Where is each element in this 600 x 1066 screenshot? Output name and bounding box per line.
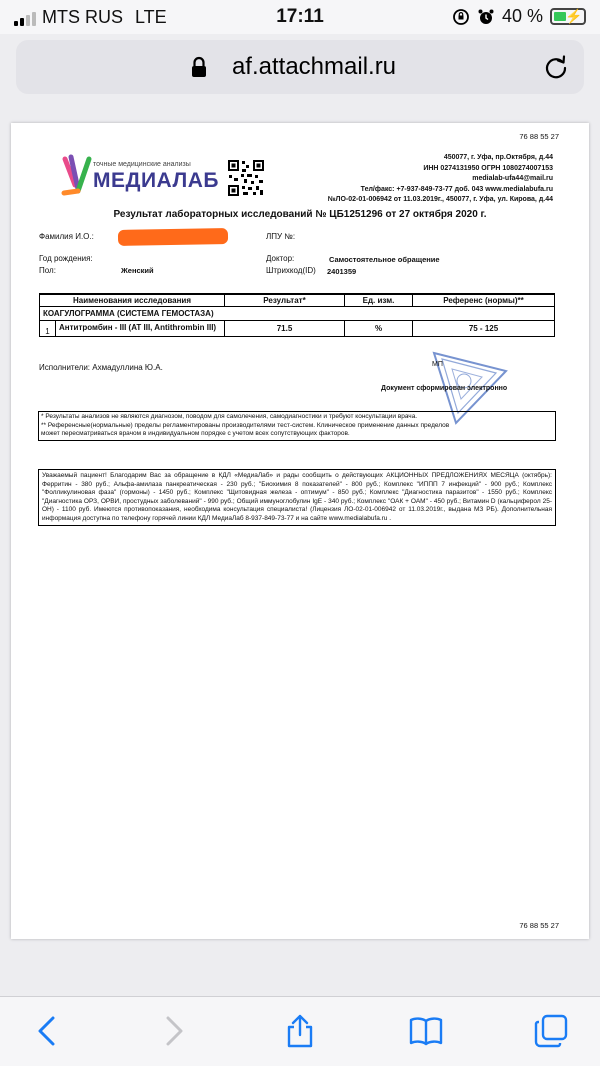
back-icon[interactable] bbox=[30, 1013, 66, 1049]
address-line: 450077, г. Уфа, пр.Октября, д.44 bbox=[443, 154, 553, 161]
table-row bbox=[40, 321, 555, 337]
name-label: Фамилия И.О.: bbox=[39, 232, 94, 241]
row-number: 1 bbox=[40, 321, 56, 336]
barcode-value: 2401359 bbox=[327, 267, 357, 276]
network-type: LTE bbox=[135, 7, 167, 27]
carrier-name: MTS RUS bbox=[42, 7, 123, 27]
browser-toolbar bbox=[0, 996, 600, 1066]
birth-year-label: Год рождения: bbox=[39, 254, 93, 263]
test-unit: % bbox=[345, 321, 413, 337]
logo-name: МЕДИАЛАБ bbox=[93, 169, 219, 192]
group-title: КОАГУЛОГРАММА (СИСТЕМА ГЕМОСТАЗА) bbox=[40, 307, 555, 321]
results-table bbox=[39, 293, 555, 337]
barcode-label: Штрихкод(ID) bbox=[266, 266, 316, 275]
executors-line: Исполнители: Ахмадуллина Ю.А. bbox=[39, 363, 163, 372]
test-name: Антитромбин - III (AT III, Antithrombin III) bbox=[59, 323, 217, 332]
phone-line: Тел/факс: +7-937-849-73-77 доб. 043 www.medialabufa.ru bbox=[360, 185, 553, 193]
doc-number-top: 76 88 55 27 bbox=[519, 132, 559, 141]
tabs-icon[interactable] bbox=[533, 1013, 569, 1049]
lpu-label: ЛПУ №: bbox=[266, 232, 296, 241]
lab-contact-info bbox=[328, 153, 553, 206]
disclaimer-line-1: * Результаты анализов не являются диагнозом, поводом для самолечения, самодиагностики и требуют консультации врача. bbox=[41, 413, 418, 420]
report-title: Результат лабораторных исследований № ЦБ1251296 от 27 октября 2020 г. bbox=[113, 209, 487, 220]
share-icon[interactable] bbox=[282, 1013, 318, 1049]
group-row bbox=[40, 307, 555, 321]
clock: 17:11 bbox=[276, 6, 324, 27]
battery-percent: 40 % bbox=[501, 6, 543, 26]
electronic-note: Документ сформирован электронно bbox=[381, 385, 508, 392]
table-header-row bbox=[40, 294, 555, 307]
inn-line: ИНН 0274131950 ОГРН 1080274007153 bbox=[423, 164, 553, 172]
forward-icon[interactable] bbox=[155, 1013, 191, 1049]
promo-box: Уважаемый пациент! Благодарим Вас за обращение в КДЛ «МедиаЛаб» и рады сообщить о действующих АКЦИОННЫХ ПРЕДЛОЖЕНИЯХ МЕСЯЦА (октябрь): Ферритин - 380 руб.; Альфа-амилаза панкреатическая - 230 руб.; "Биохимия 8 показателей" - 800 руб.; Комплекс "ИППП 7 инфекций" - 900 руб.; Комплекс "Фолликулиновая фаза" (гормоны) - 1450 руб.; Комплекс "Щитовидная железа - оптимум" - 850 руб.; Комплекс "Диагностика паразитов" - 1550 руб.; Комплекс "Диагностика ОРЗ, ОРВИ, простудных заболеваний" - 990 руб.; Общий иммуноглобулин IgE - 340 руб.; Комплекс "ОАК + ОАМ" - 450 руб.; Витамин D (кальциферол 25-OH) - 1100 руб. Имеются противопоказания, необходима консультация специалиста! (Лицензия ЛО-02-01-006942 от 11.03.2019г., выдана МЗ РБ). Дополнительная информация доступна по телефону горячей линии КДЛ МедиаЛаб 8-937-849-73-77 и на сайте www.medialabufa.ru . bbox=[38, 469, 556, 526]
sex-label: Пол: bbox=[39, 266, 56, 275]
test-result: 71.5 bbox=[225, 321, 345, 337]
alarm-icon bbox=[477, 8, 495, 26]
lab-report-page bbox=[11, 123, 589, 939]
doc-number-bottom: 76 88 55 27 bbox=[519, 921, 559, 930]
url-text[interactable]: af.attachmail.ru bbox=[231, 53, 397, 80]
stamp-mp-label: МП bbox=[432, 361, 443, 368]
email-line: medialab-ufa44@mail.ru bbox=[472, 175, 553, 182]
bookmarks-icon[interactable] bbox=[408, 1013, 444, 1049]
header-unit: Ед. изм. bbox=[345, 294, 413, 307]
address-bar[interactable] bbox=[16, 40, 584, 94]
header-result: Результат* bbox=[225, 294, 345, 307]
medialab-logo-icon bbox=[61, 153, 95, 203]
status-bar bbox=[0, 0, 600, 34]
redacted-name bbox=[118, 228, 228, 246]
sex-value: Женский bbox=[121, 266, 154, 275]
test-reference: 75 - 125 bbox=[413, 321, 555, 337]
disclaimer-box bbox=[38, 411, 556, 441]
qr-code-icon bbox=[227, 159, 265, 197]
rotation-lock-icon bbox=[452, 8, 470, 26]
header-name: Наименования исследования bbox=[40, 294, 225, 307]
battery-icon: ⚡ bbox=[550, 8, 586, 25]
doctor-label: Доктор: bbox=[266, 254, 295, 263]
status-icons bbox=[452, 6, 586, 27]
disclaimer-line-3: может пересматриваться врачом в индивидуальном порядке с учетом всех сопутствующих факторов. bbox=[41, 430, 350, 437]
disclaimer-line-2: ** Референсные(нормальные) пределы регламентированы производителями тест-систем. Клиническое применение данных пределов bbox=[41, 421, 450, 429]
reload-icon[interactable] bbox=[542, 53, 570, 81]
header-reference: Референс (нормы)** bbox=[413, 294, 555, 307]
doctor-value: Самостоятельное обращение bbox=[329, 255, 440, 264]
logo-tagline: точные медицинские анализы bbox=[93, 161, 191, 168]
license-line: №ЛО-02-01-006942 от 11.03.2019г., 450077, г. Уфа, ул. Кирова, д.44 bbox=[327, 196, 553, 203]
